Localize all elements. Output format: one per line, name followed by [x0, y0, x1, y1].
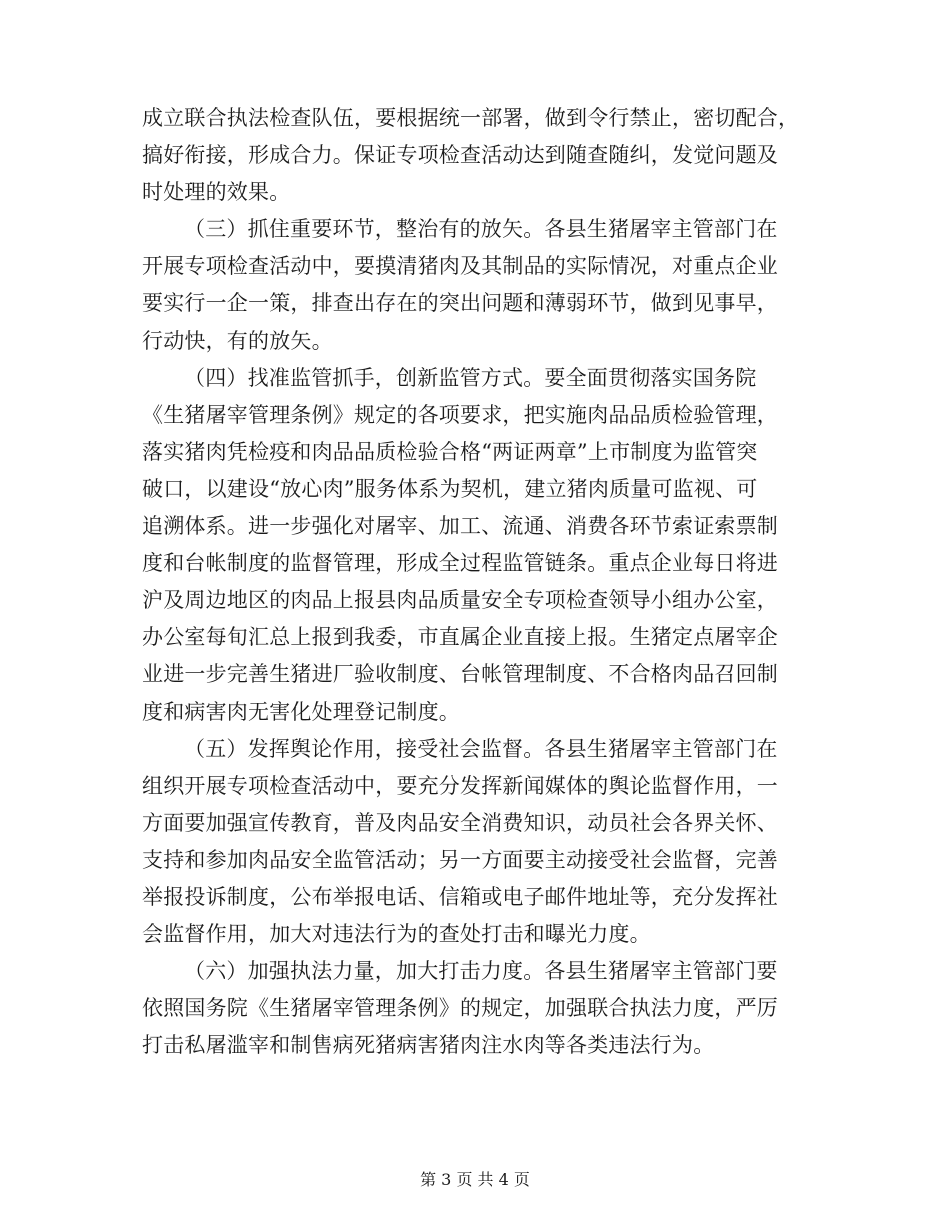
paragraph-first-line: （三）抓住重要环节，整治有的放矢。各县生猪屠宰主管部门在 — [184, 217, 778, 242]
text-line: 支持和参加肉品安全监管活动；另一方面要主动接受社会监督，完善 — [142, 847, 778, 872]
text-line: 追溯体系。进一步强化对屠宰、加工、流通、消费各环节索证索票制 — [142, 514, 778, 539]
text-line: 度和台帐制度的监督管理，形成全过程监管链条。重点企业每日将进 — [142, 551, 778, 576]
text-line: 成立联合执法检查队伍，要根据统一部署，做到令行禁止，密切配合， — [142, 106, 800, 130]
text-line: 方面要加强宣传教育，普及肉品安全消费知识，动员社会各界关怀、 — [142, 810, 778, 835]
paragraph-first-line: （五）发挥舆论作用，接受社会监督。各县生猪屠宰主管部门在 — [184, 736, 778, 761]
text-line: 办公室每旬汇总上报到我委，市直属企业直接上报。生猪定点屠宰企 — [142, 625, 778, 650]
text-line: 落实猪肉凭检疫和肉品品质检验合格“两证两章”上市制度为监管突 — [142, 439, 758, 464]
text-line: 要实行一企一策，排查出存在的突出问题和薄弱环节，做到见事早， — [142, 291, 778, 316]
page-footer: 第 3 页 共 4 页 — [420, 1170, 530, 1189]
text-line: 破口，以建设“放心肉”服务体系为契机，建立猪肉质量可监视、可 — [142, 476, 758, 501]
paragraph-first-line: （四）找准监管抓手，创新监管方式。要全面贯彻落实国务院 — [184, 365, 757, 390]
text-line: 依照国务院《生猪屠宰管理条例》的规定，加强联合执法力度，严厉 — [142, 996, 778, 1021]
text-line: 搞好衔接，形成合力。保证专项检查活动达到随查随纠，发觉问题及 — [142, 143, 778, 168]
text-line: 沪及周边地区的肉品上报县肉品质量安全专项检查领导小组办公室， — [142, 588, 778, 613]
document-body — [142, 100, 812, 1064]
text-line: 组织开展专项检查活动中，要充分发挥新闻媒体的舆论监督作用，一 — [142, 773, 778, 798]
text-line: 度和病害肉无害化处理登记制度。 — [142, 699, 460, 724]
paragraph-first-line: （六）加强执法力量，加大打击力度。各县生猪屠宰主管部门要 — [184, 959, 778, 984]
text-line: 业进一步完善生猪进厂验收制度、台帐管理制度、不合格肉品召回制 — [142, 662, 778, 687]
text-line: 《生猪屠宰管理条例》规定的各项要求，把实施肉品品质检验管理， — [142, 402, 778, 427]
text-line: 会监督作用，加大对违法行为的查处打击和曝光力度。 — [142, 922, 651, 947]
text-line: 举报投诉制度，公布举报电话、信箱或电子邮件地址等，充分发挥社 — [142, 884, 778, 909]
text-line: 开展专项检查活动中，要摸清猪肉及其制品的实际情况，对重点企业 — [142, 254, 778, 279]
text-line: 行动快，有的放矢。 — [142, 328, 333, 353]
text-line: 打击私屠滥宰和制售病死猪病害猪肉注水肉等各类违法行为。 — [142, 1033, 715, 1058]
text-line: 时处理的效果。 — [142, 180, 291, 205]
